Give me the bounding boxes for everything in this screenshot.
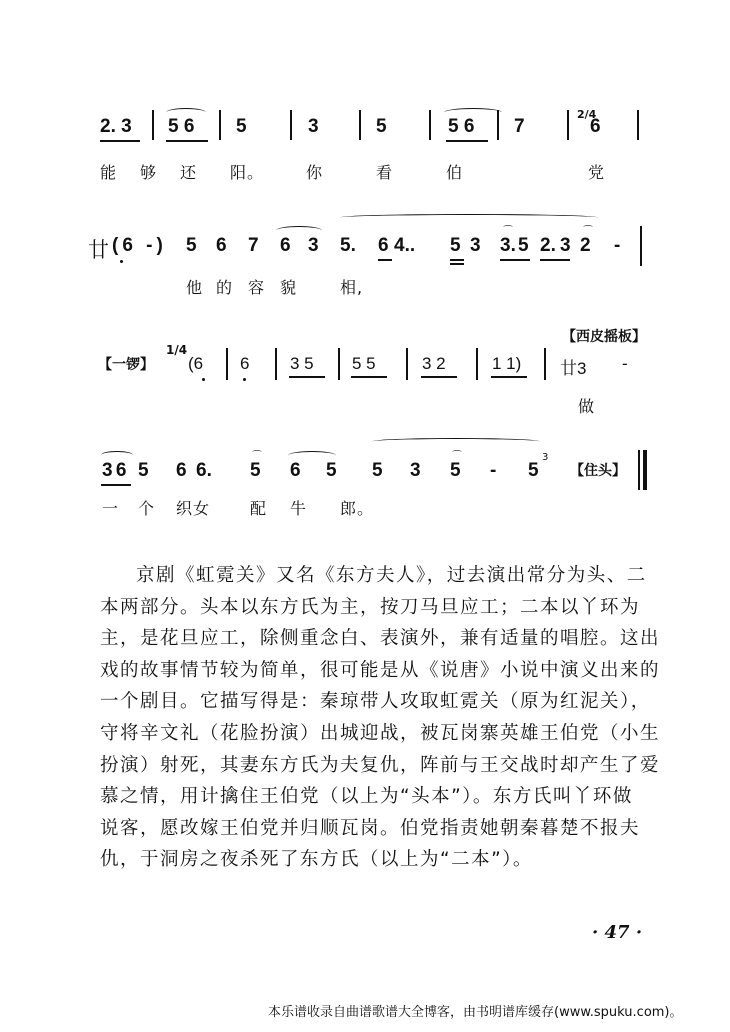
note: 6 <box>176 460 187 481</box>
underline <box>100 140 140 142</box>
footer-credit: 本乐谱收录自曲谱歌谱大全博客，由书明谱库缓存(www.spuku.com)。 <box>268 1005 683 1020</box>
paragraph-line: 扮演）射死，其妻东方氏为夫复仇，阵前与王交战时却产生了爱 <box>100 754 661 776</box>
final-barline <box>643 450 647 490</box>
time-signature: 1/4 <box>166 343 188 357</box>
note: 5 <box>518 235 529 256</box>
barline <box>429 110 431 140</box>
underline <box>450 263 464 265</box>
note: 5 5 <box>352 354 376 373</box>
note: 5 <box>450 460 461 481</box>
paragraph-line: 一个剧目。它描写得是：秦琼带人攻取虹霓关（原为红泥关）， <box>100 691 651 713</box>
lyric: 够 <box>140 163 158 182</box>
time-signature: 2/4 <box>577 108 597 121</box>
ending-label: 【住头】 <box>570 463 626 479</box>
note: 5 <box>372 460 383 481</box>
paragraph-line: 戏的故事情节较为简单，很可能是从《说唐》小说中演义出来的 <box>100 659 661 681</box>
lyric: 党 <box>588 163 606 182</box>
section-label: 【西皮摇板】 <box>562 329 646 345</box>
note: 6 <box>590 116 601 137</box>
paragraph-line: 说客，愿改嫁王伯党并归顺瓦岗。伯党指责她朝秦暮楚不报夫 <box>100 817 641 839</box>
lyric: 相, <box>340 278 364 297</box>
lyric: 他 <box>186 278 204 297</box>
note: 6 <box>378 235 389 256</box>
note: 2. <box>540 235 556 256</box>
note: 5 6 <box>448 116 475 137</box>
grace-note: 3 <box>542 452 549 463</box>
barline <box>338 348 340 380</box>
lyric: 容 <box>248 278 266 297</box>
note: 7 <box>248 235 259 256</box>
octave-dot <box>243 378 246 381</box>
barline <box>544 348 546 380</box>
note: (6 <box>188 354 204 373</box>
note: 5 <box>326 460 337 481</box>
note: 3. <box>500 235 516 256</box>
lyric: 阳。 <box>230 163 265 182</box>
note: 廿3 <box>560 359 587 378</box>
lyric: 貌 <box>280 278 298 297</box>
note-paren: (6 -) <box>112 235 167 256</box>
barline <box>275 348 277 380</box>
note: 5 <box>450 235 461 256</box>
octave-dot <box>202 378 205 381</box>
free-meter-mark: 廿 <box>88 238 109 262</box>
underline <box>351 376 387 378</box>
underline <box>378 259 392 261</box>
paragraph-line: 本两部分。头本以东方氏为主，按刀马旦应工；二本以丫环为 <box>100 596 641 618</box>
note: 6 <box>216 235 227 256</box>
fermata: ⌒ <box>452 451 462 462</box>
lyric: 做 <box>578 397 596 416</box>
paragraph-line: 慕之情，用计擒住王伯党（以上为“头本”）。东方氏叫丫环做 <box>100 786 633 808</box>
lyric: 郎。 <box>340 499 375 518</box>
barline <box>637 110 639 140</box>
note: - <box>614 235 621 256</box>
note: 3 <box>470 235 481 256</box>
lyric: 一 <box>102 499 120 518</box>
note: 3 6 <box>102 460 126 481</box>
note: 5. <box>340 235 356 256</box>
note: 2 <box>580 235 591 256</box>
barline <box>567 110 569 140</box>
lyric: 的 <box>216 278 234 297</box>
underline <box>289 376 325 378</box>
note: 3 5 <box>290 354 314 373</box>
paragraph-line: 守将辛文礼（花脸扮演）出城迎战，被瓦岗寨英雄王伯党（小生 <box>100 722 661 744</box>
note: 1 1) <box>492 354 522 373</box>
note: 3 2 <box>422 354 446 373</box>
lyric: 还 <box>180 163 198 182</box>
note: 5 <box>138 460 149 481</box>
lyric: 你 <box>306 163 324 182</box>
barline <box>638 450 640 490</box>
note: 7 <box>514 116 525 137</box>
lyric: 能 <box>100 163 118 182</box>
note: 5 <box>250 460 261 481</box>
lyric: 配 <box>250 499 268 518</box>
note: 5 <box>236 116 247 137</box>
paragraph-line: 主，是花旦应工，除侧重念白、表演外，兼有适量的唱腔。这出 <box>100 628 661 650</box>
barline <box>497 110 499 140</box>
barline <box>406 348 408 380</box>
note: 4.. <box>394 235 416 256</box>
barline <box>359 110 361 140</box>
note: 5 6 <box>168 116 195 137</box>
barline <box>152 110 154 140</box>
note: 6. <box>196 460 212 481</box>
lyric: 牛 <box>290 499 308 518</box>
lyric: 伯 <box>446 163 464 182</box>
underline <box>491 376 527 378</box>
barline <box>290 110 292 140</box>
note: 6 <box>280 235 291 256</box>
note: 6 <box>290 460 301 481</box>
underline <box>446 140 488 142</box>
note: 2. 3 <box>100 116 132 137</box>
underline <box>540 259 570 261</box>
barline <box>640 226 642 266</box>
underline <box>166 140 208 142</box>
fermata: ⌒ <box>252 451 262 462</box>
paragraph-line: 京剧《虹霓关》又名《东方夫人》，过去演出常分为头、二 <box>136 565 647 586</box>
underline <box>421 376 457 378</box>
fermata: ⌒ <box>503 226 513 237</box>
paragraph-line: 仇，于洞房之夜杀死了东方氏（以上为“二本”）。 <box>100 849 533 871</box>
underline <box>450 259 464 261</box>
barline <box>219 110 221 140</box>
note: 3 <box>308 116 319 137</box>
slur <box>288 451 336 460</box>
body-paragraph <box>100 560 660 876</box>
note: 6 <box>240 354 250 373</box>
note: 5 <box>376 116 387 137</box>
octave-dot <box>120 260 123 263</box>
note: - <box>490 460 497 481</box>
note: 3 <box>560 235 571 256</box>
note: 3 <box>410 460 421 481</box>
note: 3 <box>308 235 319 256</box>
slur <box>276 226 322 235</box>
note: 5 <box>528 460 539 481</box>
barline <box>476 348 478 380</box>
note: - <box>622 354 628 373</box>
percussion-label: 【一锣】 <box>98 357 154 373</box>
slur <box>340 214 598 221</box>
barline <box>226 348 228 380</box>
page-number: · 47 · <box>592 922 643 943</box>
lyric: 看 <box>376 163 394 182</box>
lyric: 个 <box>138 499 156 518</box>
lyric: 织女 <box>176 499 211 518</box>
underline <box>101 484 131 486</box>
note: 5 <box>186 235 197 256</box>
underline <box>500 259 530 261</box>
fermata: ⌒ <box>583 226 593 237</box>
slur <box>372 438 540 445</box>
slur <box>101 451 133 459</box>
